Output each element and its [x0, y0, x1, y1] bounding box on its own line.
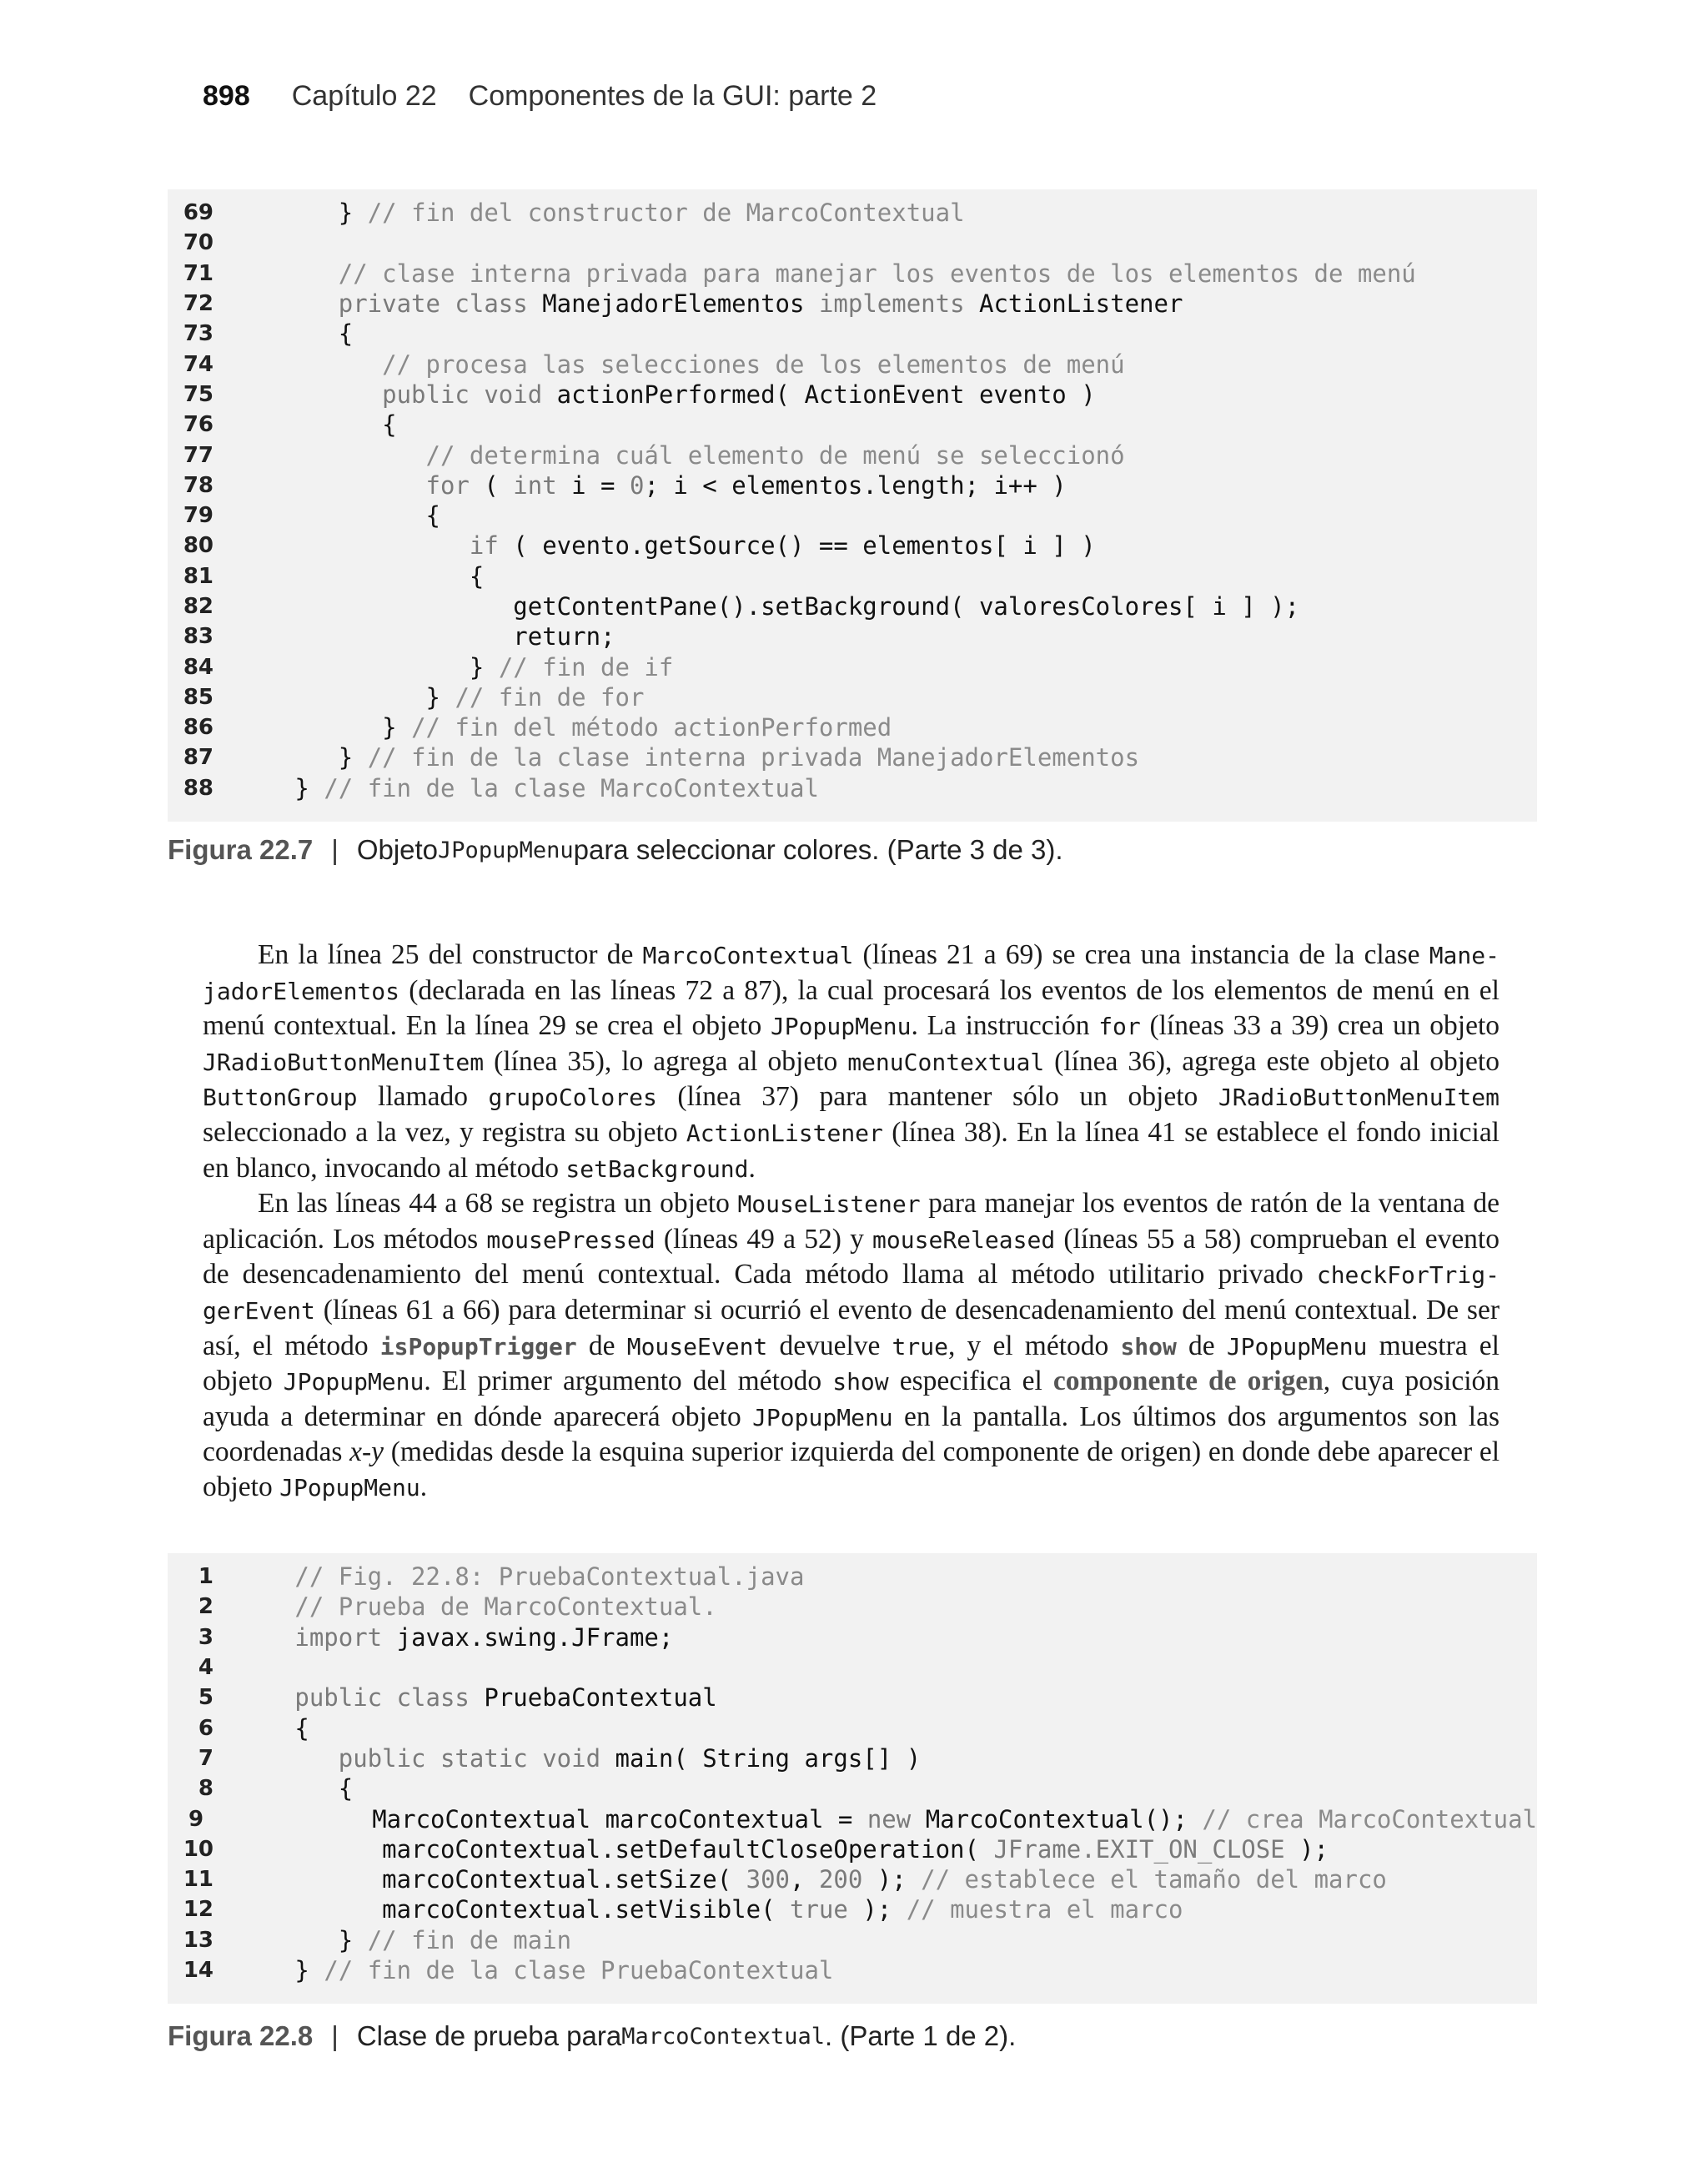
line-number: 70	[183, 230, 214, 256]
chapter-label: Capítulo 22	[291, 80, 437, 112]
line-number: 73	[183, 321, 214, 347]
code-line	[168, 591, 1537, 621]
caption-code: JPopupMenu	[438, 837, 574, 863]
code-listing-fig-22-8	[168, 1553, 1537, 2004]
code-line	[168, 712, 1537, 742]
line-number: 85	[183, 684, 214, 710]
code-text: return;	[251, 622, 615, 651]
line-number: 3	[198, 1624, 214, 1650]
code-line	[168, 380, 1537, 410]
code-text: // clase interna privada para manejar los eventos de los elementos de menú	[251, 259, 1416, 288]
code-text: public class PruebaContextual	[251, 1683, 717, 1713]
line-number: 4	[198, 1655, 214, 1681]
caption-label: Figura 22.7	[168, 834, 314, 865]
code-text: marcoContextual.setSize( 300, 200 ); // establece el tamaño del marco	[251, 1865, 1387, 1894]
code-listing-fig-22-7	[168, 189, 1537, 822]
line-number: 79	[183, 503, 214, 529]
code-line	[168, 1683, 1537, 1713]
code-line	[168, 289, 1537, 319]
code-line	[168, 531, 1537, 561]
code-line	[168, 1925, 1537, 1955]
line-number: 5	[198, 1685, 214, 1711]
code-text: {	[251, 561, 485, 591]
body-paragraph: En la línea 25 del constructor de MarcoContextual (líneas 21 a 69) se crea una instancia de la clase Mane-jadorElementos (declarada en las líneas 72 a 87), la cual procesará los eventos de los elementos de menú en el menú contextual. En la línea 29 se crea el objeto JPopupMenu. La instrucción for (líneas 33 a 39) crea un objeto JRadioButtonMenuItem (línea 35), lo agrega al objeto menuContextual (línea 36), agrega este objeto al objeto ButtonGroup llamado grupoColores (línea 37) para mantener sólo un objeto JRadioButtonMenuItem seleccionado a la vez, y registra su objeto ActionListener (línea 38). En la línea 41 se establece el fondo inicial en blanco, invocando al método setBackground.	[203, 939, 1500, 1184]
caption-separator: |	[331, 834, 339, 865]
code-line	[168, 349, 1537, 379]
code-text: {	[251, 1713, 309, 1743]
code-line	[168, 1592, 1537, 1622]
line-number: 82	[183, 594, 214, 619]
line-number: 80	[183, 533, 214, 559]
code-text: // Prueba de MarcoContextual.	[251, 1592, 717, 1622]
line-number: 78	[183, 472, 214, 498]
code-text: import javax.swing.JFrame;	[251, 1622, 674, 1652]
line-number: 69	[183, 200, 214, 226]
code-text: marcoContextual.setDefaultCloseOperation( JFrame.EXIT_ON_CLOSE );	[251, 1834, 1329, 1864]
code-text: } // fin del constructor de MarcoContextual	[251, 199, 965, 228]
code-text: {	[251, 1774, 354, 1803]
code-line	[168, 440, 1537, 470]
code-text: } // fin de la clase PruebaContextual	[251, 1956, 834, 1984]
code-line	[168, 228, 1537, 258]
line-number: 77	[183, 442, 214, 468]
code-line	[168, 682, 1537, 712]
line-number: 87	[183, 745, 214, 771]
code-line	[168, 621, 1537, 651]
line-number: 81	[183, 563, 214, 589]
code-line	[168, 1652, 1537, 1683]
running-head	[203, 80, 877, 122]
code-text: // determina cuál elemento de menú se seleccionó	[251, 440, 1125, 470]
code-line	[168, 561, 1537, 591]
caption-text-post: para seleccionar colores. (Parte 3 de 3).	[573, 834, 1063, 865]
code-text: } // fin de if	[251, 652, 674, 682]
code-text: } // fin de main	[251, 1925, 572, 1954]
code-text: } // fin del método actionPerformed	[251, 713, 892, 742]
line-number: 13	[183, 1927, 214, 1953]
code-line	[168, 1562, 1537, 1592]
code-text: private class ManejadorElementos implements ActionListener	[251, 289, 1183, 319]
code-line	[168, 1622, 1537, 1652]
code-line	[168, 500, 1537, 531]
code-line	[168, 1864, 1537, 1894]
caption-separator: |	[331, 2020, 339, 2051]
line-number: 76	[183, 412, 214, 438]
line-number: 10	[183, 1836, 214, 1862]
figure-caption-22-7	[168, 832, 1063, 868]
code-line	[168, 1743, 1537, 1773]
line-number: 11	[183, 1867, 214, 1893]
code-text: {	[251, 319, 354, 349]
code-line	[168, 1894, 1537, 1924]
code-text: public void actionPerformed( ActionEvent evento )	[251, 380, 1096, 409]
code-line	[168, 1803, 1537, 1833]
line-number: 84	[183, 654, 214, 680]
code-line	[168, 1773, 1537, 1803]
code-line	[168, 651, 1537, 682]
code-text: {	[251, 501, 440, 531]
caption-text-pre: Objeto	[356, 834, 439, 865]
code-line	[168, 319, 1537, 349]
line-number: 74	[183, 351, 214, 377]
body-paragraph: En las líneas 44 a 68 se registra un objeto MouseListener para manejar los eventos de ratón de la ventana de aplicación. Los métodos mousePressed (líneas 49 a 52) y mouseReleased (líneas 55 a 58) comprueban el evento de desencadenamiento del menú contextual. Cada método llama al método utilitario privado checkForTrig-gerEvent (líneas 61 a 66) para determinar si ocurrió el evento de desencadenamiento del menú contextual. De ser así, el método isPopupTrigger de MouseEvent devuelve true, y el método show de JPopupMenu muestra el objeto JPopupMenu. El primer argumento del método show especifica el componente de origen, cuya posición ayuda a determinar en dónde aparecerá objeto JPopupMenu en la pantalla. Los últimos dos argumentos son las coordenadas x-y (medidas desde la esquina superior izquierda del componente de origen) en donde debe aparecer el objeto JPopupMenu.	[203, 1188, 1500, 1502]
line-number: 71	[183, 260, 214, 286]
caption-label: Figura 22.8	[168, 2020, 314, 2051]
line-number: 83	[183, 624, 214, 650]
caption-code: MarcoContextual	[621, 2023, 826, 2050]
line-number: 9	[188, 1806, 204, 1832]
code-line	[168, 410, 1537, 440]
code-text: public static void main( String args[] )	[251, 1743, 922, 1773]
code-text: MarcoContextual marcoContextual = new MarcoContextual(); // crea MarcoContextual	[241, 1804, 1537, 1833]
line-number: 12	[183, 1897, 214, 1923]
caption-text-post: . (Parte 1 de 2).	[825, 2020, 1017, 2051]
code-text: getContentPane().setBackground( valoresColores[ i ] );	[251, 592, 1300, 621]
line-number: 88	[183, 775, 214, 801]
code-text: {	[251, 410, 397, 440]
chapter-title: Componentes de la GUI: parte 2	[468, 80, 877, 112]
code-line	[168, 773, 1537, 803]
code-text: // Fig. 22.8: PruebaContextual.java	[251, 1562, 805, 1592]
code-line	[168, 259, 1537, 289]
code-line	[168, 198, 1537, 228]
code-text: } // fin de for	[251, 682, 645, 712]
line-number: 6	[198, 1715, 214, 1741]
line-number: 8	[198, 1776, 214, 1802]
code-text: } // fin de la clase MarcoContextual	[251, 773, 819, 802]
code-line	[168, 470, 1537, 500]
code-line	[168, 1713, 1537, 1743]
code-text: } // fin de la clase interna privada ManejadorElementos	[251, 743, 1140, 772]
page-number: 898	[203, 80, 250, 112]
code-line	[168, 1955, 1537, 1985]
line-number: 86	[183, 715, 214, 741]
line-number: 14	[183, 1958, 214, 1983]
line-number: 72	[183, 291, 214, 317]
code-line	[168, 742, 1537, 772]
code-text: for ( int i = 0; i < elementos.length; i++ )	[251, 470, 1067, 500]
figure-caption-22-8	[168, 2018, 1016, 2055]
code-line	[168, 1834, 1537, 1864]
code-text: if ( evento.getSource() == elementos[ i ] )	[251, 531, 1096, 561]
line-number: 7	[198, 1745, 214, 1771]
caption-text-pre: Clase de prueba para	[356, 2020, 622, 2051]
line-number: 2	[198, 1594, 214, 1620]
code-text: marcoContextual.setVisible( true ); // muestra el marco	[251, 1895, 1183, 1924]
line-number: 75	[183, 381, 214, 407]
code-text: // procesa las selecciones de los elementos de menú	[251, 350, 1125, 379]
line-number: 1	[198, 1564, 214, 1590]
body-text	[203, 938, 1500, 1506]
